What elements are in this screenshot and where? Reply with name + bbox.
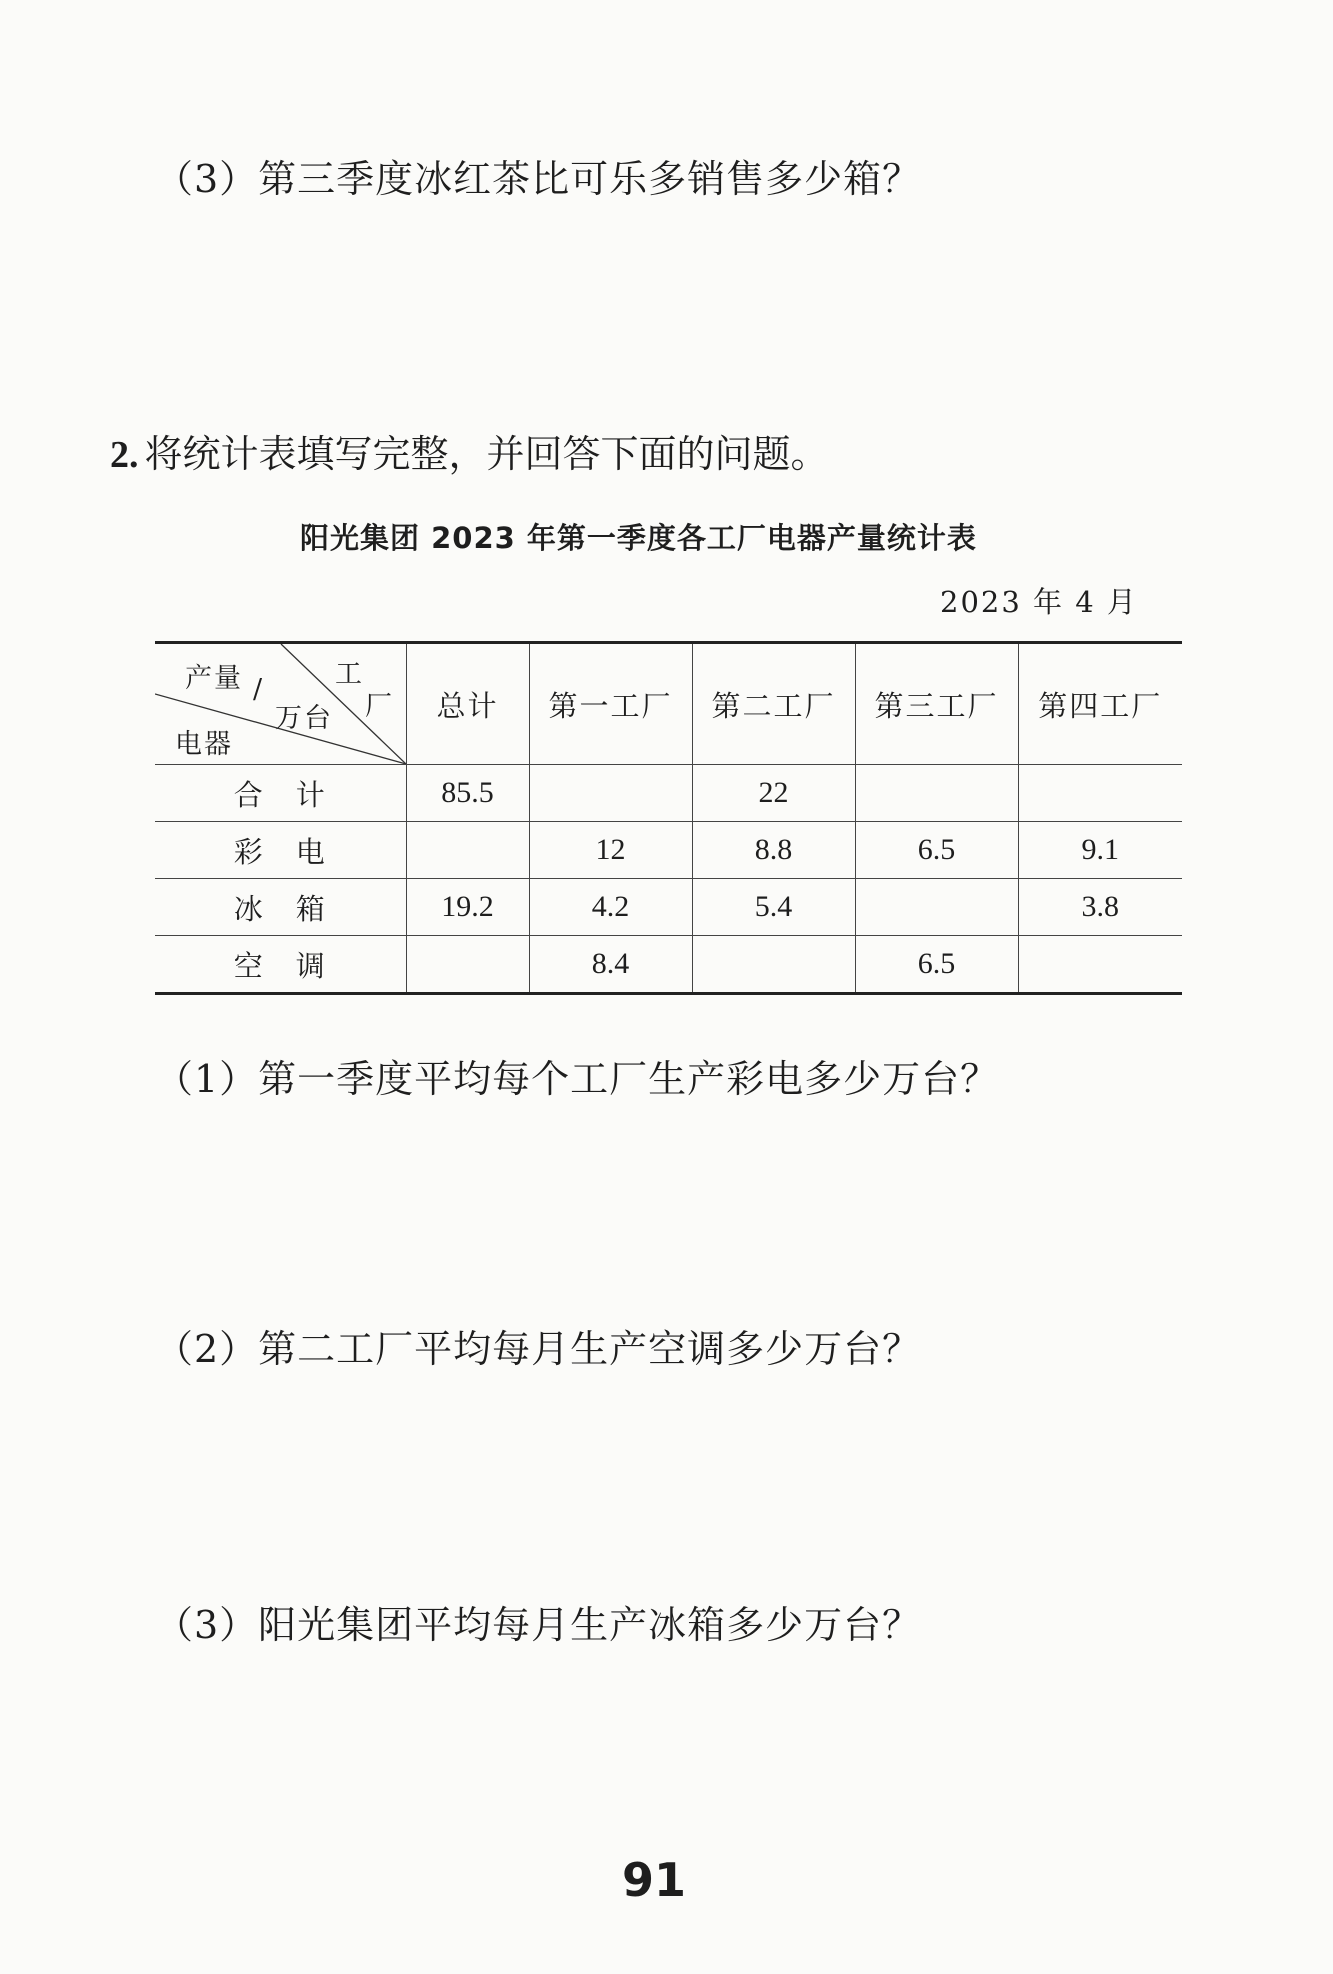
table-cell bbox=[529, 765, 692, 822]
header-factory-3: 第三工厂 bbox=[855, 643, 1018, 765]
row-label: 冰 箱 bbox=[155, 879, 406, 936]
table-cell bbox=[406, 936, 529, 994]
section-instruction: 将统计表填写完整，并回答下面的问题。 bbox=[144, 432, 829, 476]
table-cell: 6.5 bbox=[855, 936, 1018, 994]
table-row-tv bbox=[155, 822, 1182, 879]
section-heading bbox=[110, 423, 829, 478]
table-cell bbox=[1018, 936, 1182, 994]
table-cell: 8.8 bbox=[692, 822, 855, 879]
table-cell: 4.2 bbox=[529, 879, 692, 936]
corner-label-factory-2: 厂 bbox=[365, 691, 394, 722]
row-label: 彩 电 bbox=[155, 822, 406, 879]
corner-label-factory-1: 工 bbox=[335, 659, 364, 690]
table-cell bbox=[406, 822, 529, 879]
table-cell: 3.8 bbox=[1018, 879, 1182, 936]
table-cell: 9.1 bbox=[1018, 822, 1182, 879]
page-number: 91 bbox=[622, 1853, 687, 1907]
question-2: （2）第二工厂平均每月生产空调多少万台？ bbox=[155, 1327, 922, 1371]
corner-label-quantity: 产量 bbox=[185, 663, 243, 694]
table-cell: 85.5 bbox=[406, 765, 529, 822]
table-cell bbox=[855, 765, 1018, 822]
corner-label-appliance: 电器 bbox=[175, 729, 233, 760]
row-label: 空 调 bbox=[155, 936, 406, 994]
table-date: 2023 年 4 月 bbox=[940, 585, 1138, 619]
header-total: 总计 bbox=[406, 643, 529, 765]
table-cell: 8.4 bbox=[529, 936, 692, 994]
diagonal-header-cell bbox=[155, 643, 406, 765]
table-cell: 22 bbox=[692, 765, 855, 822]
table-cell: 12 bbox=[529, 822, 692, 879]
table-cell: 19.2 bbox=[406, 879, 529, 936]
table-cell: 5.4 bbox=[692, 879, 855, 936]
table-header-row bbox=[155, 643, 1182, 765]
table-row-total bbox=[155, 765, 1182, 822]
table-cell bbox=[1018, 765, 1182, 822]
table-cell: 6.5 bbox=[855, 822, 1018, 879]
corner-label-unit: 万台 bbox=[275, 703, 333, 734]
question-3: （3）阳光集团平均每月生产冰箱多少万台？ bbox=[155, 1603, 922, 1647]
table-title: 阳光集团 2023 年第一季度各工厂电器产量统计表 bbox=[300, 521, 977, 555]
header-factory-1: 第一工厂 bbox=[529, 643, 692, 765]
corner-slash: / bbox=[253, 674, 265, 705]
previous-question: （3）第三季度冰红茶比可乐多销售多少箱？ bbox=[155, 157, 922, 201]
table-cell bbox=[692, 936, 855, 994]
row-label: 合 计 bbox=[155, 765, 406, 822]
table-row-ac bbox=[155, 936, 1182, 994]
header-factory-2: 第二工厂 bbox=[692, 643, 855, 765]
section-number: 2. bbox=[110, 434, 139, 476]
question-1: （1）第一季度平均每个工厂生产彩电多少万台？ bbox=[155, 1057, 1000, 1101]
statistics-table bbox=[155, 641, 1182, 995]
table-row-fridge bbox=[155, 879, 1182, 936]
header-factory-4: 第四工厂 bbox=[1018, 643, 1182, 765]
table-cell bbox=[855, 879, 1018, 936]
